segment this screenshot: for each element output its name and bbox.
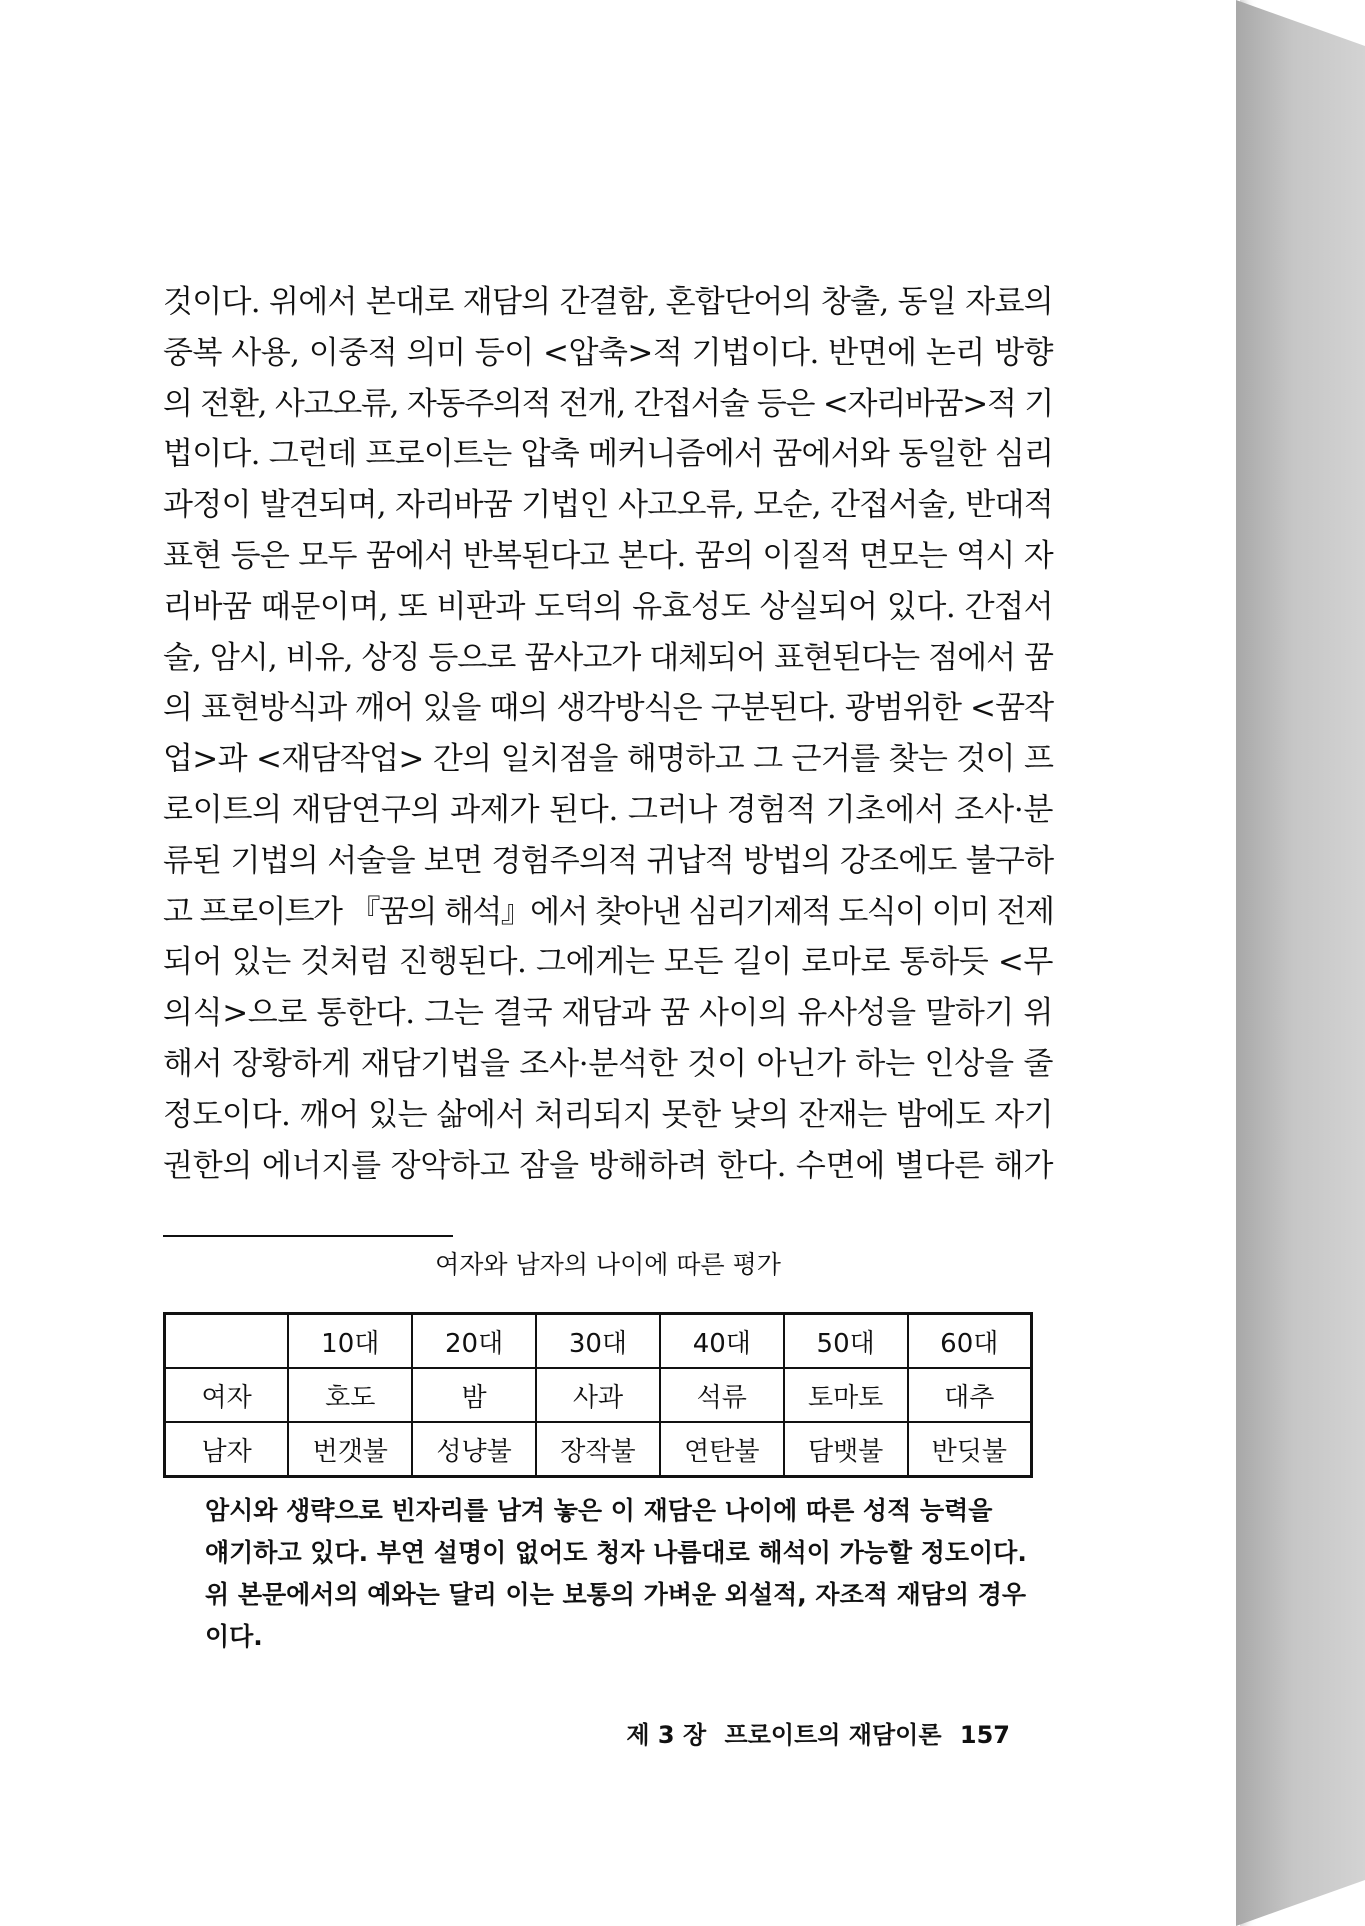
body-line: 되어 있는 것처럼 진행된다. 그에게는 모든 길이 로마로 통하듯 <무 xyxy=(163,944,1054,981)
body-line: 정도이다. 깨어 있는 삶에서 처리되지 못한 낮의 잔재는 밤에도 자기 xyxy=(163,1096,1054,1133)
body-line: 의식>으로 통한다. 그는 결국 재담과 꿈 사이의 유사성을 말하기 위 xyxy=(163,995,1054,1032)
body-paragraph xyxy=(163,277,1053,1191)
body-line: 의 전환, 사고오류, 자동주의적 전개, 간접서술 등은 <자리바꿈>적 기 xyxy=(163,385,1053,422)
table-cell xyxy=(165,1314,289,1369)
table-cell: 10대 xyxy=(288,1314,412,1369)
body-line: 과정이 발견되며, 자리바꿈 기법인 사고오류, 모순, 간접서술, 반대적 xyxy=(163,487,1053,524)
caption-line: 암시와 생략으로 빈자리를 남겨 놓은 이 재담은 나이에 따른 성적 능력을 xyxy=(205,1496,993,1525)
book-edge xyxy=(1236,0,1365,1926)
body-line: 것이다. 위에서 본대로 재담의 간결함, 혼합단어의 창출, 동일 자료의 xyxy=(163,284,1053,320)
table-cell: 석류 xyxy=(660,1368,784,1422)
footnote-divider xyxy=(163,1235,453,1237)
table-cell: 담뱃불 xyxy=(784,1422,908,1477)
running-footer xyxy=(600,1715,1010,1755)
body-line: 의 표현방식과 깨어 있을 때의 생각방식은 구분된다. 광범위한 <꿈작 xyxy=(163,690,1054,727)
table-cell: 호도 xyxy=(288,1368,412,1422)
caption-title: 여자와 남자의 나이에 따른 평가 xyxy=(435,1250,781,1279)
table-header-row xyxy=(165,1314,1032,1369)
body-line: 로이트의 재담연구의 과제가 된다. 그러나 경험적 기초에서 조사·분 xyxy=(163,791,1054,828)
page-number: 157 xyxy=(959,1721,1010,1749)
body-line: 해서 장황하게 재담기법을 조사·분석한 것이 아닌가 하는 인상을 줄 xyxy=(163,1045,1054,1082)
table-cell: 번갯불 xyxy=(288,1422,412,1477)
body-line: 권한의 에너지를 장악하고 잠을 방해하려 한다. 수면에 별다른 해가 xyxy=(163,1147,1054,1184)
table-cell: 장작불 xyxy=(536,1422,660,1477)
caption-line: 이다. xyxy=(205,1622,263,1651)
table-cell: 사과 xyxy=(536,1368,660,1422)
table-cell: 여자 xyxy=(165,1368,289,1422)
table-cell: 60대 xyxy=(908,1314,1032,1369)
table-cell: 50대 xyxy=(784,1314,908,1369)
table-cell: 20대 xyxy=(412,1314,536,1369)
body-line: 고 프로이트가 『꿈의 해석』에서 찾아낸 심리기제적 도식이 이미 전제 xyxy=(163,893,1054,930)
body-line: 법이다. 그런데 프로이트는 압축 메커니즘에서 꿈에서와 동일한 심리 xyxy=(163,436,1054,473)
body-line: 업>과 <재담작업> 간의 일치점을 해명하고 그 근거를 찾는 것이 프 xyxy=(163,741,1054,778)
chapter-title: 프로이트의 재담이론 xyxy=(724,1721,942,1749)
table-cell: 성냥불 xyxy=(412,1422,536,1477)
caption-paragraph xyxy=(205,1490,1053,1658)
table-cell: 연탄불 xyxy=(660,1422,784,1477)
table-row xyxy=(165,1368,1032,1422)
caption-line: 위 본문에서의 예와는 달리 이는 보통의 가벼운 외설적, 자조적 재담의 경우 xyxy=(205,1580,1027,1609)
table-cell: 30대 xyxy=(536,1314,660,1369)
chapter-number: 제 3 장 xyxy=(626,1721,707,1749)
body-line: 류된 기법의 서술을 보면 경험주의적 귀납적 방법의 강조에도 불구하 xyxy=(163,842,1054,879)
body-line: 중복 사용, 이중적 의미 등이 <압축>적 기법이다. 반면에 논리 방향 xyxy=(163,334,1053,371)
table-cell: 남자 xyxy=(165,1422,289,1477)
table-row xyxy=(165,1422,1032,1477)
table-cell: 40대 xyxy=(660,1314,784,1369)
table-cell: 대추 xyxy=(908,1368,1032,1422)
table-cell: 반딧불 xyxy=(908,1422,1032,1477)
caption-line: 얘기하고 있다. 부연 설명이 없어도 청자 나름대로 해석이 가능할 정도이다. xyxy=(205,1538,1027,1567)
body-line: 리바꿈 때문이며, 또 비판과 도덕의 유효성도 상실되어 있다. 간접서 xyxy=(163,588,1054,625)
table-cell: 밤 xyxy=(412,1368,536,1422)
table-cell: 토마토 xyxy=(784,1368,908,1422)
body-line: 술, 암시, 비유, 상징 등으로 꿈사고가 대체되어 표현된다는 점에서 꿈 xyxy=(163,639,1053,676)
body-line: 표현 등은 모두 꿈에서 반복된다고 본다. 꿈의 이질적 면모는 역시 자 xyxy=(163,537,1053,574)
age-evaluation-table xyxy=(163,1312,1033,1478)
